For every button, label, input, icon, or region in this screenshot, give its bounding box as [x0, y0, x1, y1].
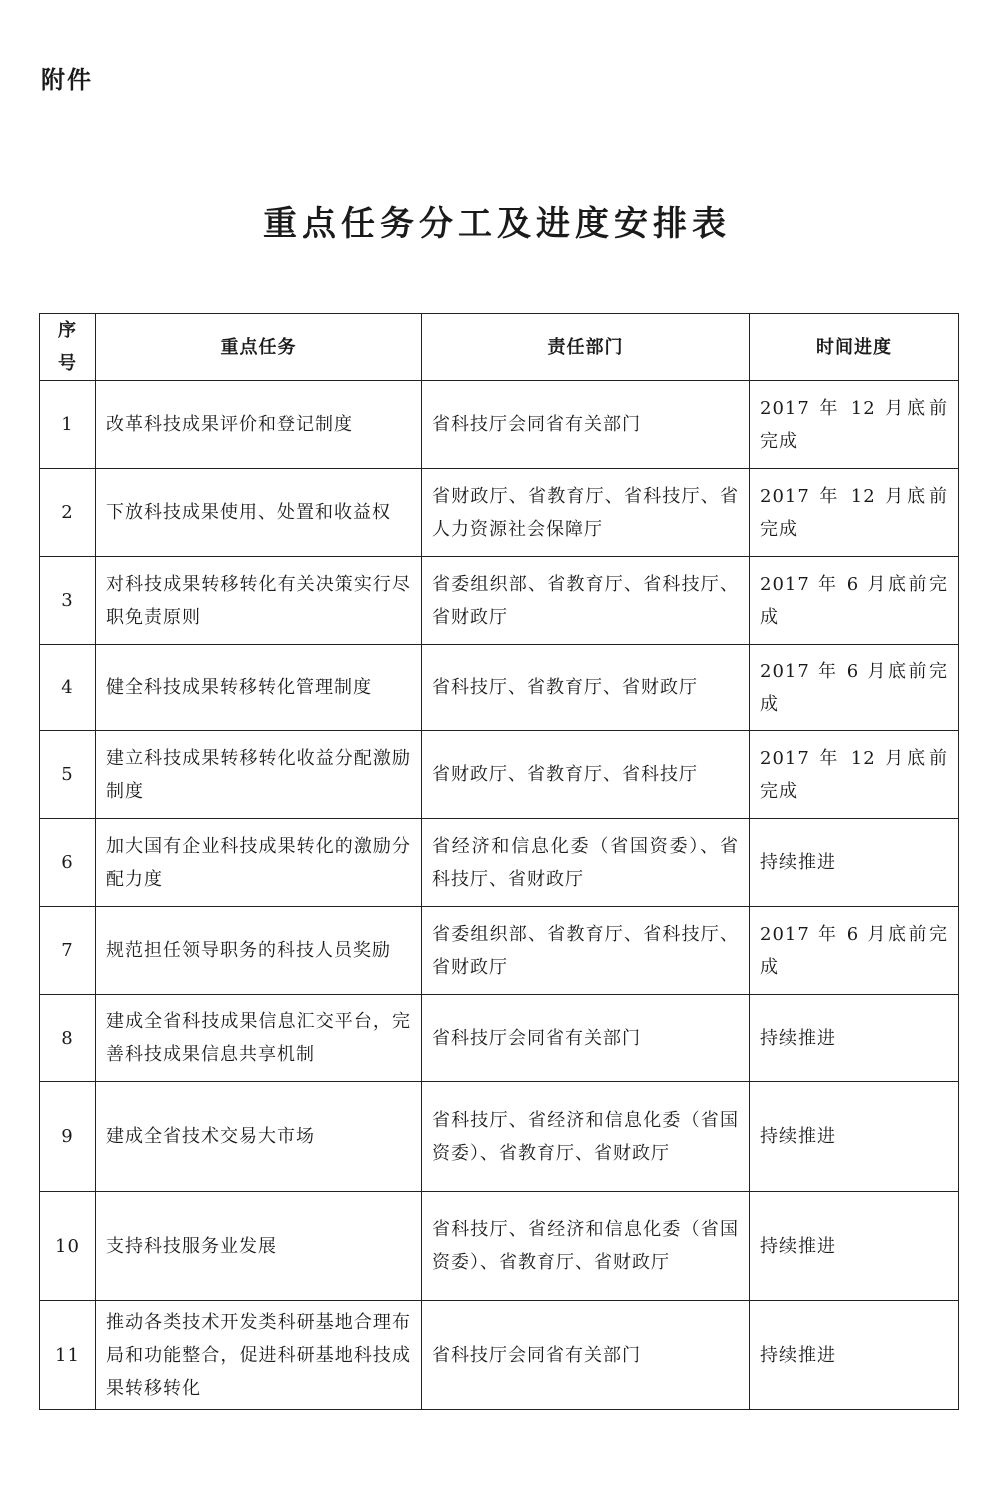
attachment-label: 附件 [41, 66, 93, 94]
row-department: 省经济和信息化委（省国资委）、省科技厅、省财政厅 [422, 819, 750, 907]
row-task: 建立科技成果转移转化收益分配激励制度 [96, 731, 422, 819]
row-schedule: 持续推进 [750, 819, 959, 907]
row-department: 省科技厅、省教育厅、省财政厅 [422, 645, 750, 731]
row-department: 省科技厅会同省有关部门 [422, 381, 750, 469]
row-task: 支持科技服务业发展 [96, 1192, 422, 1301]
row-schedule: 2017 年 6 月底前完成 [750, 645, 959, 731]
row-department: 省委组织部、省教育厅、省科技厅、省财政厅 [422, 557, 750, 645]
row-number: 3 [40, 557, 96, 645]
row-task: 建成全省科技成果信息汇交平台，完善科技成果信息共享机制 [96, 995, 422, 1082]
column-header-department: 责任部门 [422, 314, 750, 381]
row-schedule: 2017 年 12 月底前完成 [750, 381, 959, 469]
row-number: 7 [40, 907, 96, 995]
table-row [40, 1082, 959, 1192]
table-row [40, 1192, 959, 1301]
column-header-schedule: 时间进度 [750, 314, 959, 381]
task-table [39, 313, 959, 1410]
row-number: 6 [40, 819, 96, 907]
row-schedule: 2017 年 12 月底前完成 [750, 731, 959, 819]
row-schedule: 2017 年 12 月底前完成 [750, 469, 959, 557]
row-task: 规范担任领导职务的科技人员奖励 [96, 907, 422, 995]
row-task: 推动各类技术开发类科研基地合理布局和功能整合，促进科研基地科技成果转移转化 [96, 1301, 422, 1410]
row-task: 下放科技成果使用、处置和收益权 [96, 469, 422, 557]
table-row [40, 1301, 959, 1410]
row-number: 5 [40, 731, 96, 819]
row-task: 建成全省技术交易大市场 [96, 1082, 422, 1192]
table-row [40, 469, 959, 557]
table-row [40, 995, 959, 1082]
row-department: 省科技厅会同省有关部门 [422, 1301, 750, 1410]
row-task: 健全科技成果转移转化管理制度 [96, 645, 422, 731]
row-number: 9 [40, 1082, 96, 1192]
row-department: 省委组织部、省教育厅、省科技厅、省财政厅 [422, 907, 750, 995]
row-number: 10 [40, 1192, 96, 1301]
column-header-task: 重点任务 [96, 314, 422, 381]
row-schedule: 持续推进 [750, 1082, 959, 1192]
row-department: 省财政厅、省教育厅、省科技厅、省人力资源社会保障厅 [422, 469, 750, 557]
column-header-number: 序号 [40, 314, 96, 381]
table-row [40, 819, 959, 907]
row-number: 2 [40, 469, 96, 557]
row-number: 8 [40, 995, 96, 1082]
row-schedule: 2017 年 6 月底前完成 [750, 557, 959, 645]
row-department: 省科技厅会同省有关部门 [422, 995, 750, 1082]
table-header-row [40, 314, 959, 381]
row-task: 加大国有企业科技成果转化的激励分配力度 [96, 819, 422, 907]
row-department: 省科技厅、省经济和信息化委（省国资委）、省教育厅、省财政厅 [422, 1192, 750, 1301]
table-row [40, 381, 959, 469]
row-number: 4 [40, 645, 96, 731]
table-row [40, 731, 959, 819]
row-schedule: 持续推进 [750, 1192, 959, 1301]
row-department: 省财政厅、省教育厅、省科技厅 [422, 731, 750, 819]
document-title: 重点任务分工及进度安排表 [263, 204, 731, 244]
row-number: 11 [40, 1301, 96, 1410]
table-row [40, 907, 959, 995]
row-schedule: 持续推进 [750, 1301, 959, 1410]
row-task: 改革科技成果评价和登记制度 [96, 381, 422, 469]
row-department: 省科技厅、省经济和信息化委（省国资委）、省教育厅、省财政厅 [422, 1082, 750, 1192]
table-row [40, 645, 959, 731]
row-number: 1 [40, 381, 96, 469]
row-schedule: 持续推进 [750, 995, 959, 1082]
row-task: 对科技成果转移转化有关决策实行尽职免责原则 [96, 557, 422, 645]
row-schedule: 2017 年 6 月底前完成 [750, 907, 959, 995]
table-row [40, 557, 959, 645]
